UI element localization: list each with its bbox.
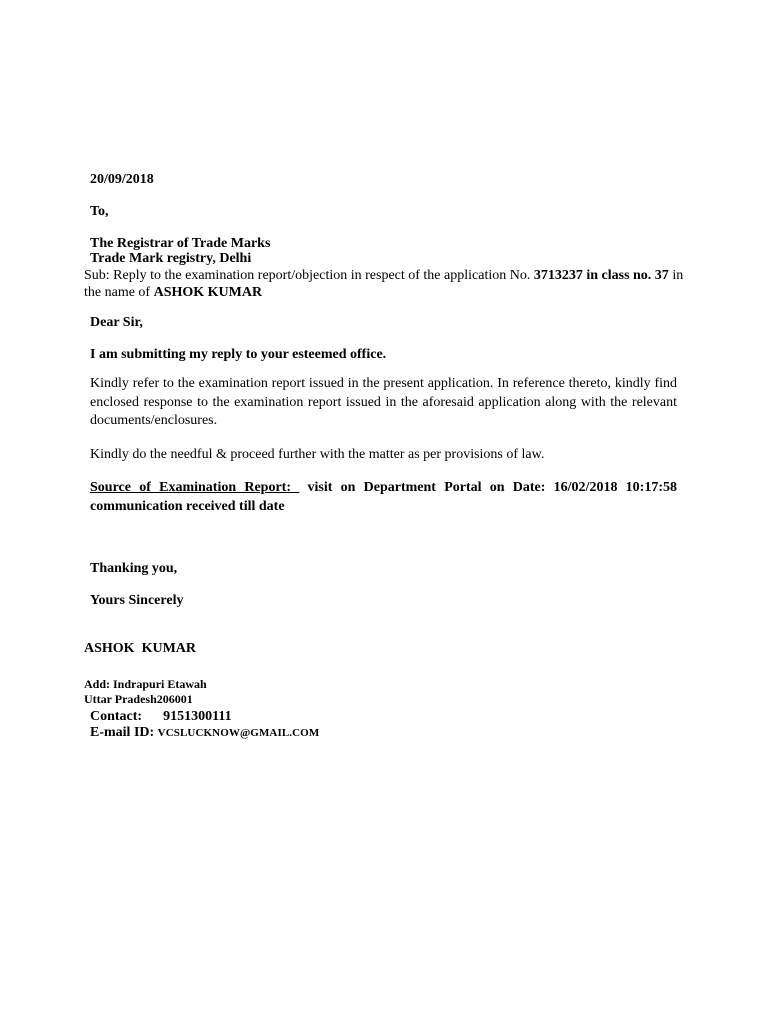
source-paragraph <box>90 478 677 516</box>
source-text: visit on Department Portal on Date: 16/02/2018 10:17:58 communication received till date <box>90 480 678 514</box>
recipient-line-1: The Registrar of Trade Marks <box>90 236 271 251</box>
letter-date: 20/09/2018 <box>90 172 154 187</box>
paragraph-2: Kindly do the needful & proceed further with the matter as per provisions of law. <box>90 447 545 462</box>
contact-label: Contact: <box>90 709 143 724</box>
email-label: E-mail ID: <box>90 725 155 740</box>
closing-thanks: Thanking you, <box>90 561 178 576</box>
subject-line2-prefix: the name of <box>84 285 151 300</box>
address-line-1: Add: Indrapuri Etawah <box>84 677 207 691</box>
contact-line <box>90 708 232 725</box>
greeting: Dear Sir, <box>90 315 143 330</box>
subject-line-2 <box>84 284 262 301</box>
closing-sincerely: Yours Sincerely <box>90 593 184 608</box>
salutation-to: To, <box>90 204 109 219</box>
contact-value: 9151300111 <box>163 709 232 724</box>
subject-after-app: in <box>672 268 684 283</box>
recipient-line-2: Trade Mark registry, Delhi <box>90 251 252 266</box>
paragraph-1: Kindly refer to the examination report issued in the present application. In reference thereto, kindly find enclosed response to the examination report issued in the aforesaid application along with the relevant documents/enclosures. <box>90 376 677 428</box>
signature-name: ASHOK KUMAR <box>84 641 196 656</box>
source-label: Source of Examination Report: <box>90 480 291 495</box>
email-value: VCSLUCKNOW@GMAIL.COM <box>157 727 320 739</box>
subject-applicant-name: ASHOK KUMAR <box>153 285 263 300</box>
email-line <box>90 724 319 742</box>
intro-line: I am submitting my reply to your esteemed office. <box>90 347 387 362</box>
subject-prefix: Sub: Reply to the examination report/objection in respect of the application No. <box>84 268 531 283</box>
subject-application-number: 3713237 in class no. 37 <box>533 268 669 283</box>
address-line-2: Uttar Pradesh206001 <box>84 692 193 706</box>
subject-line-1 <box>84 267 683 284</box>
